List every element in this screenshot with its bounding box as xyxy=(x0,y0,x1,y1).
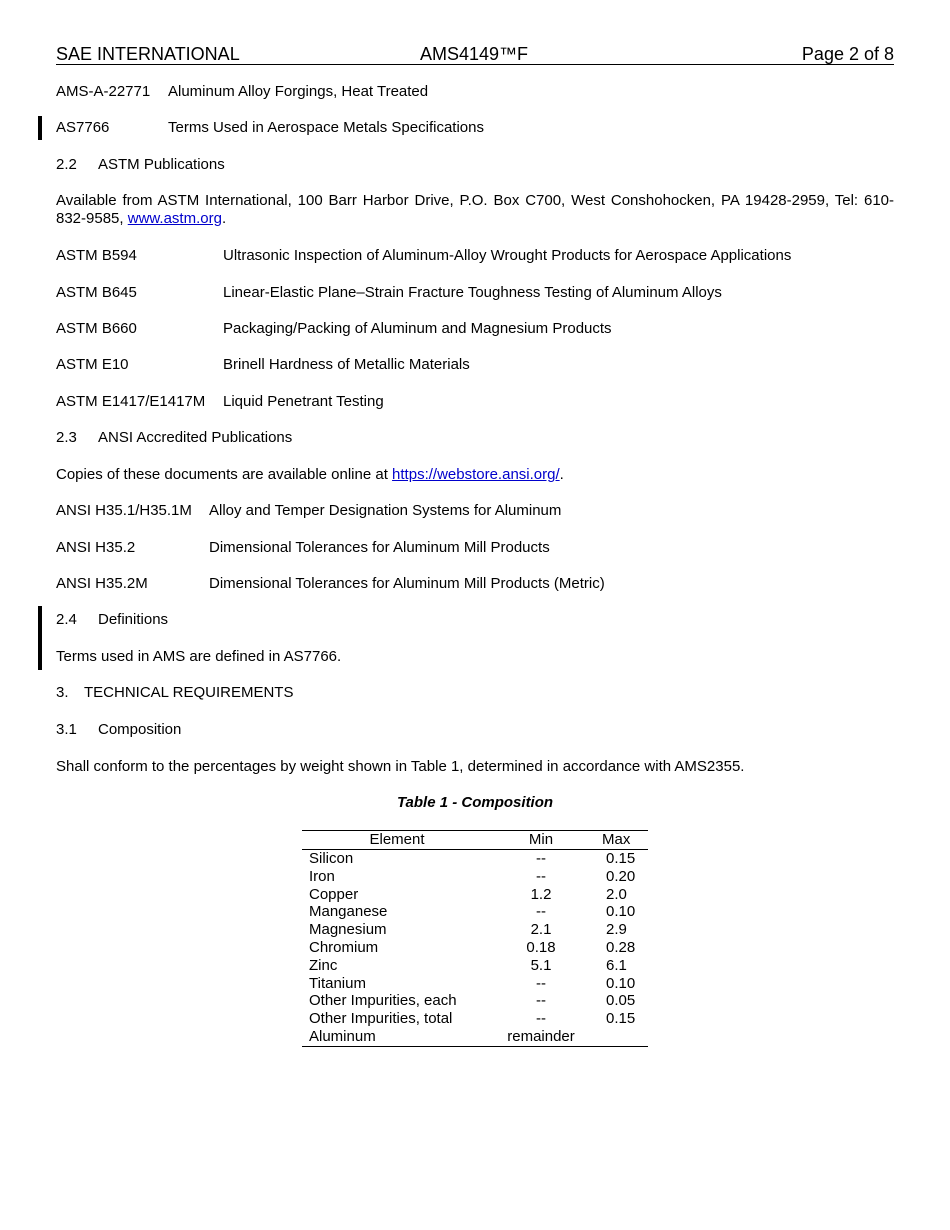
composition-table xyxy=(302,830,648,1047)
cell-element: Titanium xyxy=(309,974,366,992)
cell-element: Zinc xyxy=(309,956,338,974)
reference-code: ASTM E1417/E1417M xyxy=(56,393,206,410)
table-row xyxy=(302,921,648,939)
cell-min: 5.1 xyxy=(530,956,552,974)
reference-code: ANSI H35.1/H35.1M xyxy=(56,502,192,519)
cell-element: Iron xyxy=(309,867,335,885)
section-title: Composition xyxy=(98,721,182,738)
page-header xyxy=(56,44,894,65)
reference-code: ASTM E10 xyxy=(56,356,129,373)
reference-title: Aluminum Alloy Forgings, Heat Treated xyxy=(168,83,429,100)
section-heading-3 xyxy=(56,684,293,702)
section-title: ANSI Accredited Publications xyxy=(98,429,293,446)
revision-change-bar xyxy=(38,606,42,670)
cell-min: -- xyxy=(536,974,546,992)
column-header-max: Max xyxy=(590,831,648,850)
cell-min: -- xyxy=(536,992,546,1010)
reference-entry xyxy=(56,284,722,302)
cell-min: -- xyxy=(536,850,546,867)
cell-max: 0.28 xyxy=(606,938,636,956)
reference-title: Brinell Hardness of Metallic Materials xyxy=(223,356,470,373)
reference-title: Packaging/Packing of Aluminum and Magnesium Products xyxy=(223,320,612,337)
reference-code: ANSI H35.2 xyxy=(56,539,136,556)
reference-code: AS7766 xyxy=(56,119,110,136)
cell-min: -- xyxy=(536,867,546,885)
reference-entry xyxy=(56,575,605,593)
cell-max: 0.10 xyxy=(606,903,636,921)
table-header-row xyxy=(302,831,648,850)
cell-element: Chromium xyxy=(309,938,379,956)
section-heading-3-1 xyxy=(56,721,181,739)
cell-max: 0.15 xyxy=(606,850,636,867)
section-number: 3.1 xyxy=(56,721,77,738)
cell-max xyxy=(590,1028,648,1046)
reference-title: Terms Used in Aerospace Metals Specifications xyxy=(168,119,484,136)
astm-availability-paragraph xyxy=(56,192,894,228)
cell-element: Other Impurities, each xyxy=(309,992,457,1010)
cell-min: 0.18 xyxy=(526,938,556,956)
cell-min: -- xyxy=(536,1010,546,1028)
reference-title: Ultrasonic Inspection of Aluminum-Alloy Wrought Products for Aerospace Applications xyxy=(223,247,792,264)
section-number: 3. xyxy=(56,684,69,701)
cell-element: Manganese xyxy=(309,903,388,921)
cell-element: Aluminum xyxy=(309,1027,376,1045)
reference-title: Dimensional Tolerances for Aluminum Mill Products xyxy=(209,539,550,556)
composition-paragraph: Shall conform to the percentages by weight shown in Table 1, determined in accordance with AMS2355. xyxy=(56,758,745,775)
cell-min: remainder xyxy=(507,1027,575,1045)
header-org: SAE INTERNATIONAL xyxy=(56,44,240,64)
cell-element: Silicon xyxy=(309,850,354,867)
section-heading-2-3 xyxy=(56,429,292,447)
ansi-webstore-link[interactable]: https://webstore.ansi.org/ xyxy=(392,466,560,483)
cell-max: 0.10 xyxy=(606,974,636,992)
cell-element: Other Impurities, total xyxy=(309,1010,453,1028)
cell-element: Magnesium xyxy=(309,921,387,939)
column-header-min: Min xyxy=(492,831,590,850)
reference-entry xyxy=(56,393,384,411)
astm-intro-end: . xyxy=(221,210,227,227)
section-title: ASTM Publications xyxy=(98,156,225,173)
reference-title: Linear-Elastic Plane–Strain Fracture Toughness Testing of Aluminum Alloys xyxy=(223,284,722,301)
reference-entry xyxy=(56,320,612,338)
ansi-intro-end: . xyxy=(559,466,564,483)
table-row xyxy=(302,1028,648,1046)
cell-element: Copper xyxy=(309,885,359,903)
header-page-number: Page 2 of 8 xyxy=(801,44,894,64)
header-doc-number: AMS4149™F xyxy=(420,44,529,64)
section-number: 2.3 xyxy=(56,429,77,446)
cell-max: 2.9 xyxy=(606,921,627,939)
table-row xyxy=(302,939,648,957)
table-row xyxy=(302,850,648,868)
cell-max: 0.15 xyxy=(606,1010,636,1028)
reference-entry xyxy=(56,356,470,374)
table-caption: Table 1 - Composition xyxy=(396,794,554,811)
reference-title: Liquid Penetrant Testing xyxy=(223,393,384,410)
reference-entry xyxy=(56,539,550,557)
reference-title: Alloy and Temper Designation Systems for Aluminum xyxy=(209,502,562,519)
revision-change-bar xyxy=(38,116,42,140)
reference-entry xyxy=(56,247,792,265)
cell-max: 0.20 xyxy=(606,867,636,885)
astm-intro-text: Available from ASTM International, 100 Barr Harbor Drive, P.O. Box C700, West Conshohocken, PA 19428-2959, Tel: 610-832-9585, xyxy=(56,192,894,227)
section-title: TECHNICAL REQUIREMENTS xyxy=(84,684,294,701)
astm-website-link[interactable]: www.astm.org xyxy=(127,210,222,227)
table-row xyxy=(302,1010,648,1028)
ansi-availability-paragraph xyxy=(56,466,564,484)
cell-min: -- xyxy=(536,903,546,921)
ansi-intro-text: Copies of these documents are available online at xyxy=(56,466,393,483)
reference-entry xyxy=(56,83,429,101)
definitions-paragraph: Terms used in AMS are defined in AS7766. xyxy=(56,648,342,665)
table-row xyxy=(302,868,648,886)
table-row xyxy=(302,975,648,993)
reference-entry xyxy=(56,119,484,137)
section-title: Definitions xyxy=(98,611,169,628)
section-heading-2-4 xyxy=(56,611,168,629)
cell-min: 1.2 xyxy=(530,885,552,903)
table-row xyxy=(302,957,648,975)
reference-code: ASTM B645 xyxy=(56,284,137,301)
reference-code: ANSI H35.2M xyxy=(56,575,148,592)
reference-code: ASTM B594 xyxy=(56,247,137,264)
section-heading-2-2 xyxy=(56,156,225,174)
column-header-element: Element xyxy=(302,831,492,850)
cell-max: 6.1 xyxy=(606,956,627,974)
reference-title: Dimensional Tolerances for Aluminum Mill Products (Metric) xyxy=(209,575,605,592)
cell-max: 2.0 xyxy=(606,885,627,903)
section-number: 2.2 xyxy=(56,156,77,173)
reference-code: AMS-A-22771 xyxy=(56,83,151,100)
table-row xyxy=(302,903,648,921)
section-number: 2.4 xyxy=(56,611,77,628)
cell-max: 0.05 xyxy=(606,992,636,1010)
table-row xyxy=(302,886,648,904)
reference-entry xyxy=(56,502,562,520)
table-row xyxy=(302,992,648,1010)
reference-code: ASTM B660 xyxy=(56,320,137,337)
cell-min: 2.1 xyxy=(530,921,552,939)
